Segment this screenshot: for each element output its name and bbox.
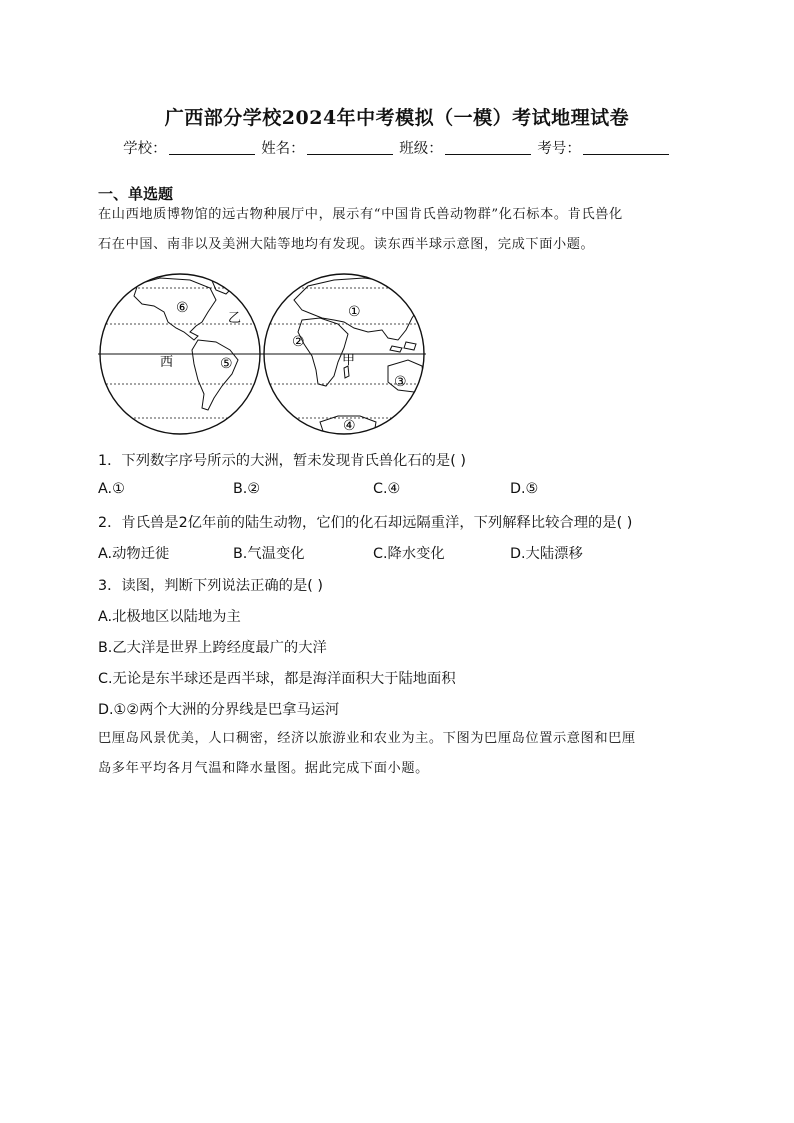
label-yi: 乙 bbox=[228, 311, 242, 326]
exam-title: 广西部分学校2024年中考模拟（一模）考试地理试卷 bbox=[164, 107, 630, 129]
school-blank[interactable] bbox=[169, 140, 255, 155]
class-label: 班级： bbox=[399, 141, 443, 157]
q2-option-b[interactable]: B.气温变化 bbox=[233, 546, 305, 562]
hemisphere-map bbox=[98, 270, 428, 440]
material-paragraph-1 bbox=[98, 200, 708, 260]
number-blank[interactable] bbox=[583, 140, 669, 155]
question-3-stem: 3．读图，判断下列说法正确的是( ) bbox=[98, 578, 323, 594]
material-2-line-1: 巴厘岛风景优美，人口稠密，经济以旅游业和农业为主。下图为巴厘岛位置示意图和巴厘 bbox=[98, 731, 636, 746]
label-6: ⑥ bbox=[176, 300, 189, 316]
label-4: ④ bbox=[343, 418, 356, 434]
western-hemisphere-content bbox=[98, 274, 262, 418]
label-west: 西 bbox=[160, 355, 174, 370]
label-5: ⑤ bbox=[220, 356, 233, 372]
q1-option-a[interactable]: A.① bbox=[98, 481, 125, 497]
question-1-options bbox=[98, 481, 698, 501]
q3-option-b[interactable]: B.乙大洋是世界上跨经度最广的大洋 bbox=[98, 640, 327, 656]
label-jia: 甲 bbox=[342, 353, 356, 368]
q2-option-a[interactable]: A.动物迁徙 bbox=[98, 546, 170, 562]
student-info-line bbox=[0, 137, 794, 158]
q2-option-c[interactable]: C.降水变化 bbox=[373, 546, 445, 562]
material-1-line-2: 石在中国、南非以及美洲大陆等地均有发现。读东西半球示意图，完成下面小题。 bbox=[98, 237, 595, 252]
label-2: ② bbox=[292, 334, 305, 350]
question-2-stem: 2．肯氏兽是2亿年前的陆生动物，它们的化石却远隔重洋，下列解释比较合理的是( ) bbox=[98, 515, 633, 531]
q2-option-d[interactable]: D.大陆漂移 bbox=[510, 546, 583, 562]
q3-option-c[interactable]: C.无论是东半球还是西半球，都是海洋面积大于陆地面积 bbox=[98, 671, 456, 687]
school-label: 学校： bbox=[123, 141, 167, 157]
q3-option-a[interactable]: A.北极地区以陆地为主 bbox=[98, 609, 241, 625]
number-label: 考号： bbox=[537, 141, 581, 157]
question-2-options bbox=[98, 543, 698, 563]
q1-option-c[interactable]: C.④ bbox=[373, 481, 401, 497]
question-1-stem: 1．下列数字序号所示的大洲，暂未发现肯氏兽化石的是( ) bbox=[98, 453, 466, 469]
q1-option-b[interactable]: B.② bbox=[233, 481, 261, 497]
material-2-line-2: 岛多年平均各月气温和降水量图。据此完成下面小题。 bbox=[98, 761, 429, 776]
name-blank[interactable] bbox=[307, 140, 393, 155]
label-3: ③ bbox=[394, 374, 407, 390]
class-blank[interactable] bbox=[445, 140, 531, 155]
q1-option-d[interactable]: D.⑤ bbox=[510, 481, 539, 497]
section-heading: 一、单选题 bbox=[98, 185, 174, 203]
material-1-line-1: 在山西地质博物馆的远古物种展厅中，展示有“中国肯氏兽动物群”化石标本。肯氏兽化 bbox=[98, 207, 623, 222]
name-label: 姓名： bbox=[261, 141, 305, 157]
material-paragraph-2 bbox=[98, 724, 708, 784]
label-1: ① bbox=[348, 304, 361, 320]
q3-option-d[interactable]: D.①②两个大洲的分界线是巴拿马运河 bbox=[98, 702, 340, 718]
